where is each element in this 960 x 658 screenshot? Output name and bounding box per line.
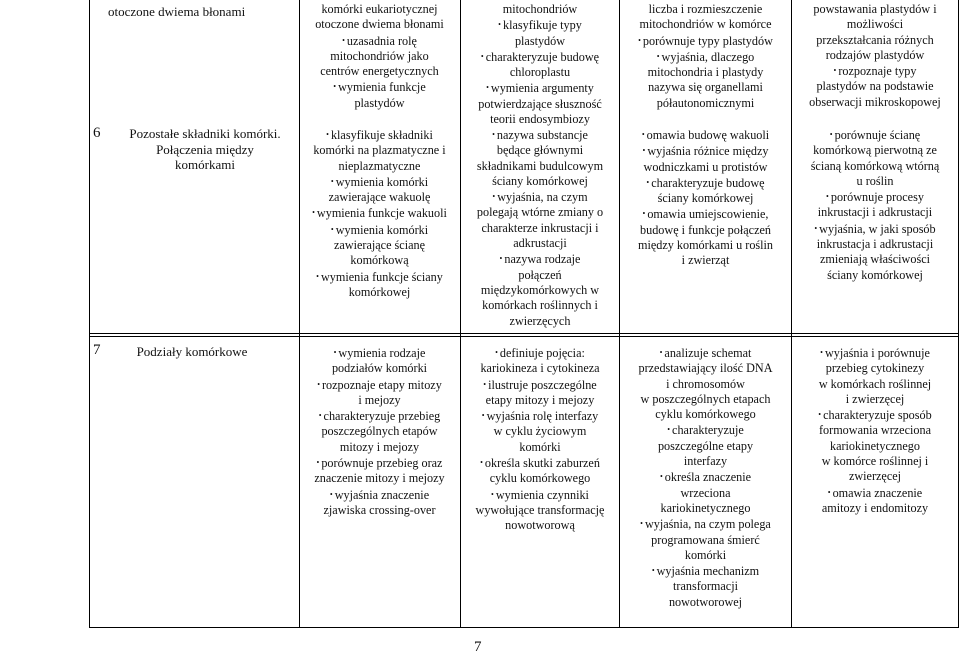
- item-line: zawierające ścianę: [334, 238, 425, 253]
- item-line: plastydów na podstawie: [816, 79, 934, 94]
- item-line: nowotworowej: [668, 594, 743, 609]
- bullet-item: • wyjaśnia, dlaczego: [620, 49, 791, 65]
- bullet-item: • wymienia funkcje: [300, 79, 459, 95]
- bullet-item: • charakteryzuje budowę: [620, 175, 791, 191]
- bullet-item: • rozpoznaje typy: [792, 63, 958, 79]
- item-line: możliwości: [846, 17, 904, 32]
- item-line: inkrustacji i adkrustacji: [817, 205, 933, 220]
- item-line: mitochondriów jako: [330, 48, 429, 63]
- item-line: przebieg cytokinezy: [825, 361, 925, 376]
- item-line: cyklu komórkowego: [655, 407, 756, 422]
- item-line: w komórkach roślinnej: [818, 376, 932, 391]
- section-title-continued: otoczone dwiema błonami: [108, 4, 246, 19]
- item-line: obserwacji mikroskopowej: [809, 94, 941, 109]
- bullet-item: • wyjaśnia różnice między: [620, 143, 791, 159]
- item-line: komórkowej: [348, 284, 411, 299]
- item-line: chloroplastu: [509, 65, 571, 80]
- item-line: i zwierzęcej: [845, 391, 905, 406]
- item-line: cyklu komórkowego: [489, 471, 591, 486]
- grid-line-left: [89, 0, 90, 628]
- item-line: ściany komórkowej: [827, 267, 923, 282]
- item-line: kariokinetycznego: [660, 500, 751, 515]
- item-line: plastydów: [514, 33, 566, 48]
- item-line: i mejozy: [358, 392, 401, 407]
- item-line: półautonomicznymi: [656, 95, 755, 110]
- item-line: wodniczkami u protistów: [643, 159, 768, 174]
- item-line: mitochondria i plastydy: [647, 65, 764, 80]
- bullet-item: • wymienia czynniki: [461, 487, 619, 503]
- bullet-item: • charakteryzuje budowę: [461, 49, 619, 65]
- item-line: polegają wtórne zmiany o: [476, 205, 604, 220]
- section-number: 7: [93, 342, 101, 358]
- item-line: adkrustacji: [513, 236, 567, 251]
- bullet-item: • wyjaśnia mechanizm: [620, 563, 791, 579]
- bullet-item: • wymienia funkcje wakuoli: [300, 205, 459, 221]
- item-line: charakterze inkrustacji i: [481, 220, 599, 235]
- item-line: nowotworową: [505, 518, 575, 533]
- item-line: komórki: [684, 547, 727, 562]
- item-line: etapy mitozy i mejozy: [485, 392, 595, 407]
- bullet-item: • określa skutki zaburzeń: [461, 455, 619, 471]
- item-line: nieplazmatyczne: [338, 158, 421, 173]
- bullet-item: • analizuje schemat: [620, 345, 791, 361]
- requirements-advanced: [620, 345, 791, 610]
- bullet-item: • charakteryzuje: [620, 422, 791, 438]
- bullet-item: • wyjaśnia rolę interfazy: [461, 408, 619, 424]
- requirements-extended: [461, 345, 619, 534]
- item-line: centrów energetycznych: [320, 64, 439, 79]
- requirements-outstanding: [792, 345, 958, 516]
- item-line: u roślin: [856, 173, 894, 188]
- item-line: kariokineza i cytokineza: [480, 361, 600, 376]
- item-line: komórkową: [350, 253, 409, 268]
- requirements-outstanding: [792, 2, 958, 110]
- bullet-item: • nazywa rodzaje: [461, 251, 619, 267]
- item-line: składnikami budulcowym: [476, 158, 604, 173]
- section-number: 6: [93, 125, 101, 141]
- item-line: poszczególnych etapów: [321, 424, 438, 439]
- requirements-outstanding: [792, 127, 958, 283]
- bullet-item: • wymienia komórki: [300, 222, 459, 238]
- item-line: i zwierząt: [681, 253, 730, 268]
- item-line: przedstawiający ilość DNA: [638, 361, 773, 376]
- requirements-basic: [300, 127, 459, 300]
- bullet-item: • porównuje przebieg oraz: [300, 455, 459, 471]
- item-line: plastydów: [354, 95, 405, 110]
- item-line: formowania wrzeciona: [818, 423, 931, 438]
- bullet-item: • omawia budowę wakuoli: [620, 127, 791, 143]
- bullet-item: • wyjaśnia, w jaki sposób: [792, 221, 958, 237]
- item-line: między komórkami u roślin: [637, 238, 774, 253]
- item-line: w cyklu życiowym: [493, 424, 587, 439]
- bullet-item: • określa znaczenie: [620, 469, 791, 485]
- bullet-item: • omawia umiejscowienie,: [620, 206, 791, 222]
- bullet-item: • nazywa substancje: [461, 127, 619, 143]
- bullet-item: • porównuje ścianę: [792, 127, 958, 143]
- item-line: rodzajów plastydów: [825, 47, 925, 62]
- item-line: zmieniają właściwości: [820, 252, 930, 267]
- item-line: podziałów komórki: [331, 361, 428, 376]
- item-line: transformacji: [673, 579, 738, 594]
- grid-line-row-separator-gap: [89, 336, 959, 337]
- bullet-item: • wymienia argumenty: [461, 80, 619, 96]
- item-line: wywołujące transformację: [475, 502, 605, 517]
- item-line: poszczególne etapy: [657, 438, 754, 453]
- bullet-item: • wyjaśnia, na czym: [461, 189, 619, 205]
- item-line: programowana śmierć: [651, 532, 760, 547]
- item-line: inkrustacja i adkrustacji: [816, 237, 934, 252]
- bullet-item: • rozpoznaje etapy mitozy: [300, 377, 459, 393]
- item-line: liczba i rozmieszczenie: [648, 2, 763, 16]
- requirements-basic: [300, 345, 459, 518]
- item-line: znaczenie mitozy i mejozy: [314, 471, 445, 486]
- item-line: potwierdzające słuszność: [478, 96, 602, 111]
- bullet-item: • wymienia rodzaje: [300, 345, 459, 361]
- item-line: i chromosomów: [666, 376, 745, 391]
- requirements-advanced: [620, 2, 791, 111]
- bullet-item: • ilustruje poszczególne: [461, 377, 619, 393]
- requirements-basic-cont: [300, 2, 459, 111]
- item-line: teorii endosymbiozy: [490, 112, 590, 127]
- item-line: mitochondriów: [502, 2, 578, 16]
- item-line: zawierające wakuolę: [328, 190, 431, 205]
- grid-line-row-separator: [89, 333, 959, 334]
- bullet-item: • omawia znaczenie: [792, 485, 958, 501]
- page-number: 7: [474, 639, 482, 655]
- item-line: powstawania plastydów i: [813, 2, 937, 16]
- requirements-advanced: [620, 127, 791, 269]
- requirements-extended: [461, 2, 619, 127]
- item-line: w komórce roślinnej i: [821, 454, 929, 469]
- requirements-extended: [461, 127, 619, 329]
- item-line: zjawiska crossing-over: [323, 502, 436, 517]
- item-line: będące głównymi: [496, 143, 584, 158]
- bullet-item: • definiuje pojęcia:: [461, 345, 619, 361]
- section-title: Podziały komórkowe: [136, 344, 248, 359]
- item-line: w poszczególnych etapach: [640, 391, 771, 406]
- item-line: amitozy i endomitozy: [821, 500, 929, 515]
- item-line: ścianą komórkową wtórną: [810, 158, 940, 173]
- item-line: interfazy: [683, 454, 728, 469]
- item-line: komórki: [519, 439, 561, 454]
- grid-line-right: [958, 0, 959, 628]
- item-line: międzykomórkowych w: [480, 282, 600, 297]
- item-line: kariokinetycznego: [829, 438, 920, 453]
- item-line: komórkach roślinnych i: [482, 298, 598, 313]
- item-line: wrzeciona: [680, 485, 731, 500]
- item-line: przekształcania różnych: [816, 32, 934, 47]
- bullet-item: • porównuje procesy: [792, 189, 958, 205]
- item-line: zwierzęcej: [848, 469, 902, 484]
- bullet-item: • wymienia funkcje ściany: [300, 269, 459, 285]
- item-line: mitozy i mejozy: [339, 439, 420, 454]
- bullet-item: • charakteryzuje przebieg: [300, 408, 459, 424]
- item-line: ściany komórkowej: [657, 191, 754, 206]
- item-line: zwierzęcych: [509, 313, 571, 328]
- bullet-item: • wymienia komórki: [300, 174, 459, 190]
- bullet-item: • porównuje typy plastydów: [620, 33, 791, 49]
- bullet-item: • wyjaśnia i porównuje: [792, 345, 958, 361]
- bullet-item: • klasyfikuje typy: [461, 17, 619, 33]
- bullet-item: • klasyfikuje składniki: [300, 127, 459, 143]
- bullet-item: • wyjaśnia, na czym polega: [620, 516, 791, 532]
- item-line: nazywa się organellami: [648, 80, 763, 95]
- item-line: komórki eukariotycznej: [321, 2, 438, 16]
- grid-line-bottom: [89, 627, 959, 628]
- bullet-item: • uzasadnia rolę: [300, 33, 459, 49]
- item-line: połączeń: [518, 267, 562, 282]
- item-line: komórkową pierwotną ze: [813, 143, 937, 158]
- item-line: komórki na plazmatyczne i: [313, 143, 446, 158]
- item-line: ściany komórkowej: [492, 173, 588, 188]
- bullet-item: • wyjaśnia znaczenie: [300, 487, 459, 503]
- bullet-item: • charakteryzuje sposób: [792, 407, 958, 423]
- item-line: otoczone dwiema błonami: [315, 17, 444, 32]
- item-line: mitochondriów w komórce: [639, 17, 772, 32]
- section-title: Pozostałe składniki komórki. Połączenia między komórkami: [129, 126, 281, 172]
- item-line: budowę i funkcje połączeń: [640, 222, 771, 237]
